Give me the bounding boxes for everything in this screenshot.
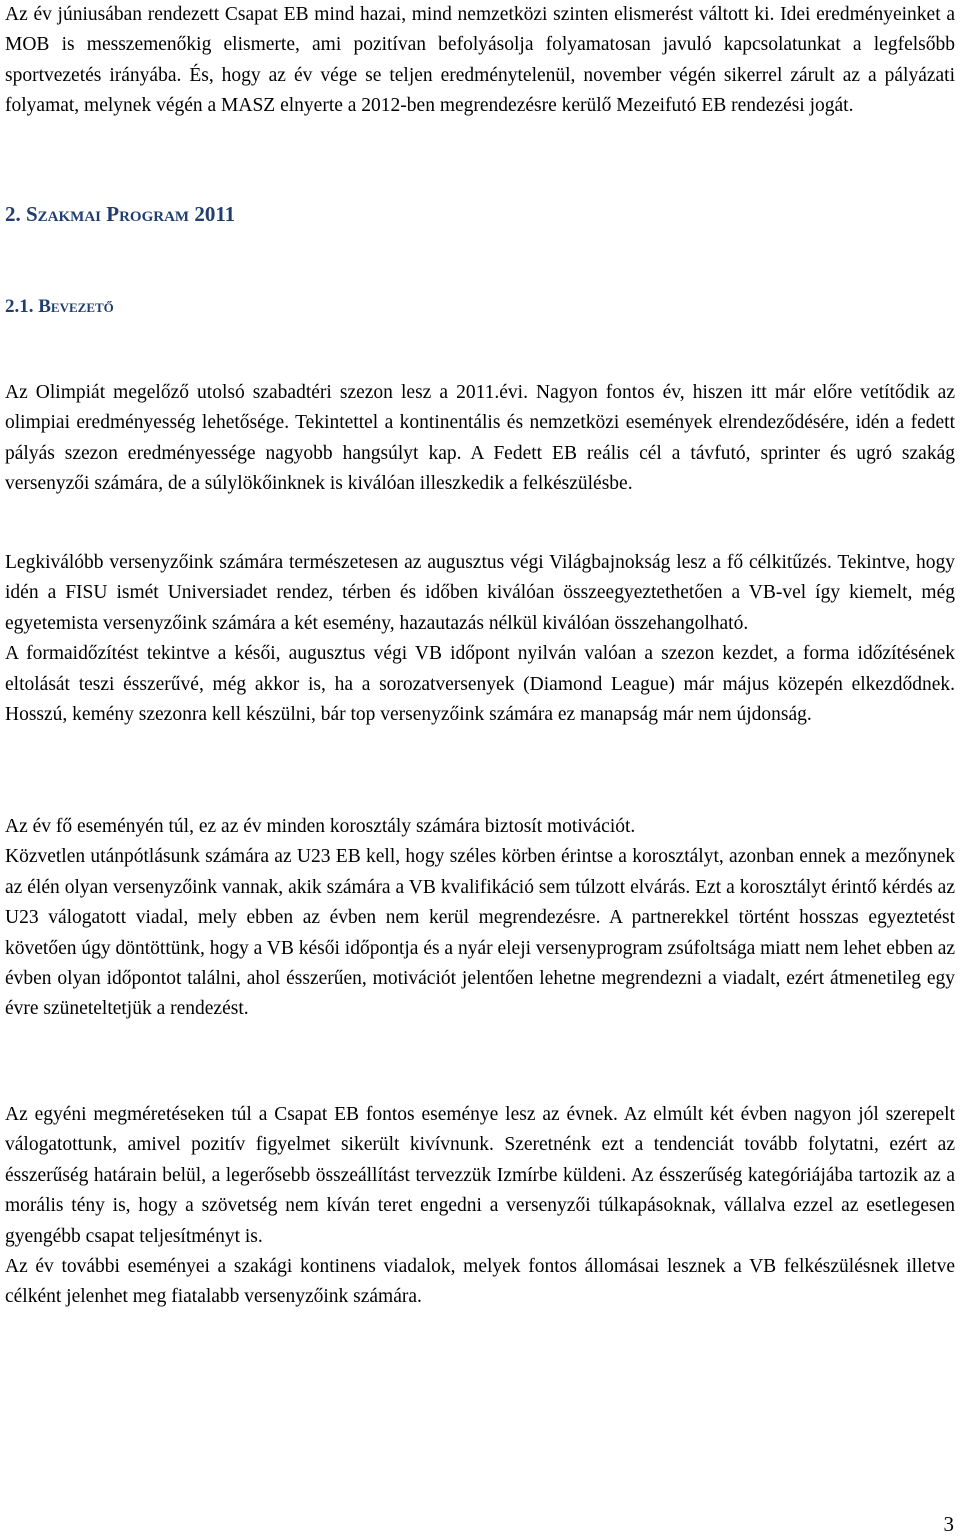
subsection-title: Bevezető [38,296,114,317]
section-year: 2011 [194,202,236,226]
subsection-heading [5,296,114,318]
section-title: Szakmai Program [26,202,190,226]
paragraph-continental-meets: Az év további eseményei a szakági kontinens viadalok, melyek fontos állomásai lesznek a VB felkészülésnek illetve célként jelenhet meg fiatalabb versenyzőink számára. [5,1256,955,1308]
intro-paragraph: Az év júniusában rendezett Csapat EB mind hazai, mind nemzetközi szinten elismerést váltott ki. Idei eredményeinket a MOB is messzemenőkig elismerte, ami pozitívan befolyásolja folyamatosan javuló kapcsolatunkat a legfelsőbb sportvezetés irányába. És, hogy az év vége se teljen eredménytelenül, november végén sikerrel zárult az a pályázati folyamat, melynek végén a MASZ elnyerte a 2012-ben megrendezésre kerülő Mezeifutó EB rendezési jogát. [5,4,955,117]
paragraph-world-championship: Legkiválóbb versenyzőink számára természetesen az augusztus végi Világbajnokság lesz a fő célkitűzés. Tekintve, hogy idén a FISU ismét Universiadet rendez, térben és időben kiválóan összeegyeztethetően a VB-vel így kiemelt, még egyetemista versenyzőink számára a két esemény, hazautazás nélkül kiválóan összehangolható. [5,552,955,634]
paragraph-form-timing: A formaidőzítést tekintve a késői, augusztus végi VB időpont nyilván valóan a szezon kezdet, a forma időzítésének eltolását teszi ésszerűvé, még akkor is, ha a sorozatversenyek (Diamond League) már május közepén elkezdődnek. Hosszú, kemény szezonra kell készülni, bár top versenyzőink számára ez manapság már nem újdonság. [5,643,955,726]
body-block-3 [5,812,955,1025]
page-number: 3 [943,1512,954,1536]
body-block-1 [5,378,955,500]
intro-paragraph-block [5,0,955,122]
paragraph-age-groups: Az év fő eseményén túl, ez az év minden korosztály számára biztosít motivációt. [5,816,636,837]
paragraph-olympic-season: Az Olimpiát megelőző utolsó szabadtéri szezon lesz a 2011.évi. Nagyon fontos év, hiszen itt már előre vetítődik az olimpiai eredményesség lehetősége. Tekintettel a kontinentális és nemzetközi események elrendeződésére, idén a fedett pályás szezon eredményessége nagyobb hangsúlyt kap. A Fedett EB reális cél a távfutó, sprinter és ugró szakág versenyzői számára, de a súlylökőinknek is kiválóan illeszkedik a felkészülésbe. [5,382,955,495]
body-block-4 [5,1100,955,1313]
subsection-number: 2.1. [5,296,34,317]
paragraph-u23: Közvetlen utánpótlásunk számára az U23 EB kell, hogy széles körben érintse a korosztályt, azonban ennek a mezőnynek az élén olyan versenyzőink vannak, akik számára a VB kvalifikáció sem túlzott elvárás. Ezt a korosztályt érintő kérdés az U23 válogatott viadal, mely ebben az évben nem kerül megrendezésre. A partnerekkel történt hosszas egyeztetést követően úgy döntöttünk, hogy a VB késői időpontja és a nyár eleji versenyprogram zsúfoltsága miatt nem lehet ebben az évben olyan időpontot találni, ahol ésszerűen, motivációt jelentően lehetne megrendezni a viadalt, ezért átmenetileg egy évre szüneteltetjük a rendezést. [5,846,956,1020]
body-block-2 [5,548,955,730]
section-number: 2. [5,202,21,226]
section-heading [5,202,235,227]
paragraph-team-eb: Az egyéni megméretéseken túl a Csapat EB fontos eseménye lesz az évnek. Az elmúlt két évben nagyon jól szerepelt válogatottunk, amivel pozitív figyelmet sikerült kivívnunk. Szeretnénk ezt a tendenciát tovább folytatni, ezért az ésszerűség határain belül, a legerősebb összeállítást tervezzük Izmírbe küldeni. Az ésszerűség kategóriájába tartozik az a morális tény is, hogy a szövetség nem kíván teret engedni a versenyzői túlkapásoknak, vállalva ezzel az esetlegesen gyengébb csapat teljesítményt is. [5,1104,955,1247]
